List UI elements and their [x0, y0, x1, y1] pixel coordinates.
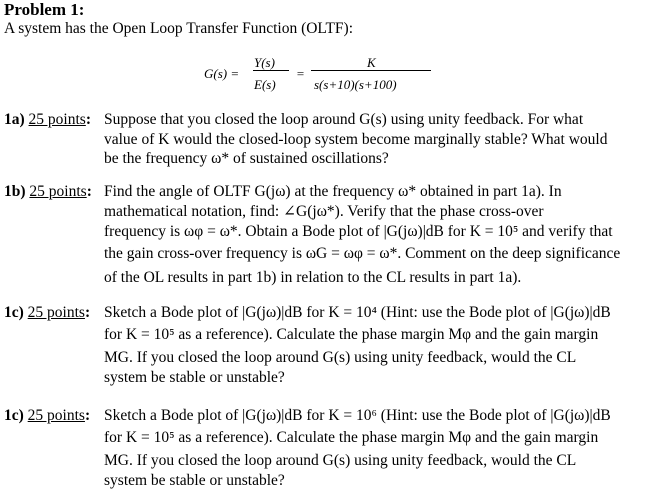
part-1c-b-line-1: Sketch a Bode plot of |G(jω)|dB for K = 10⁶ (Hint: use the Bode plot of |G(jω)|dB	[104, 407, 611, 424]
part-1a-label: 1a)	[4, 111, 25, 128]
part-1c-a-line-4: system be stable or unstable?	[104, 369, 285, 386]
part-1c-a-label: 1c)	[4, 304, 24, 321]
part-1b-line-1: Find the angle of OLTF G(jω) at the frequency ω* obtained in part 1a). In	[104, 183, 562, 200]
part-1a-line-3: be the frequency ω* of sustained oscillations?	[104, 150, 389, 167]
part-1c-b-line-3: MG. If you closed the loop around G(s) using unity feedback, would the CL	[104, 452, 577, 469]
intro-text: A system has the Open Loop Transfer Function (OLTF):	[4, 20, 354, 37]
problem-title: Problem 1:	[4, 0, 85, 19]
eq-lhs: G(s) =	[204, 66, 240, 81]
part-1a: 1a) 25 points:	[4, 111, 91, 128]
part-1a-points: 25 points	[28, 111, 86, 128]
eq-num1: Y(s)	[254, 55, 275, 70]
fraction-bar-2	[311, 70, 431, 71]
part-1c-a: 1c) 25 points:	[4, 304, 91, 321]
part-1c-b-line-4: system be stable or unstable?	[104, 472, 285, 489]
part-1c-b: 1c) 25 points:	[4, 407, 91, 424]
eq-den2: s(s+10)(s+100)	[314, 77, 397, 92]
part-1a-line-1: Suppose that you closed the loop around G(s) using unity feedback. For what	[104, 111, 584, 128]
part-1b-points: 25 points	[29, 183, 87, 200]
transfer-function-equation	[0, 53, 645, 99]
part-1b-line-2: mathematical notation, find: ∠G(jω*). Verify that the phase cross-over	[104, 203, 544, 220]
part-1b-line-4: the gain cross-over frequency is ωG = ωφ = ω*. Comment on the deep significance	[104, 245, 621, 262]
part-1b-label: 1b)	[4, 183, 26, 200]
part-1c-b-points: 25 points	[27, 407, 85, 424]
part-1c-a-line-1: Sketch a Bode plot of |G(jω)|dB for K = 10⁴ (Hint: use the Bode plot of |G(jω)|dB	[104, 304, 611, 321]
part-1a-line-2: value of K would the closed-loop system become marginally stable? What would	[104, 131, 608, 148]
eq-num2: K	[367, 55, 376, 70]
fraction-bar-1	[253, 70, 289, 71]
part-1c-a-points: 25 points	[27, 304, 85, 321]
part-1c-a-line-3: MG. If you closed the loop around G(s) using unity feedback, would the CL	[104, 349, 577, 366]
part-1c-a-line-2: for K = 10⁵ as a reference). Calculate the phase margin Mφ and the gain margin	[104, 326, 599, 343]
part-1b-line-3: frequency is ωφ = ω*. Obtain a Bode plot of |G(jω)|dB for K = 10⁵ and verify that	[104, 223, 613, 240]
part-1c-b-label: 1c)	[4, 407, 24, 424]
eq-equals: =	[296, 66, 305, 81]
part-1b-line-5: of the OL results in part 1b) in relation to the CL results in part 1a).	[104, 269, 522, 286]
part-1b: 1b) 25 points:	[4, 183, 92, 200]
eq-den1: E(s)	[254, 77, 276, 92]
part-1c-b-line-2: for K = 10⁵ as a reference). Calculate the phase margin Mφ and the gain margin	[104, 429, 599, 446]
